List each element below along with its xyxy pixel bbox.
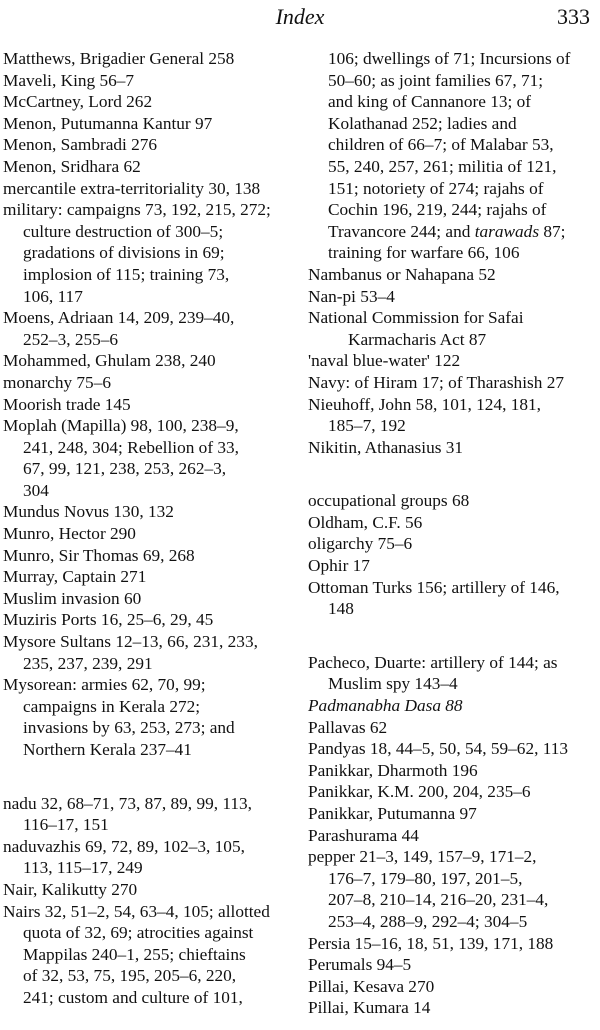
index-entry: Moens, Adriaan 14, 209, 239–40, [3, 308, 235, 328]
running-header-title: Index [275, 4, 325, 29]
index-entry-continuation: 185–7, 192 [328, 416, 406, 436]
index-entry-continuation: Karmacharis Act 87 [348, 329, 487, 349]
index-entry: McCartney, Lord 262 [3, 92, 153, 112]
index-entry: Pallavas 62 [308, 717, 388, 737]
index-entry: 'naval blue-water' 122 [308, 351, 461, 371]
index-entry: Munro, Sir Thomas 69, 268 [3, 545, 195, 565]
index-entry-continuation: 113, 115–17, 249 [23, 858, 143, 878]
index-entry-continuation: of 32, 53, 75, 195, 205–6, 220, [23, 966, 237, 986]
index-entry: Nair, Kalikutty 270 [3, 879, 138, 899]
index-entry: military: campaigns 73, 192, 215, 272; [3, 200, 271, 220]
index-entry: Panikkar, Dharmoth 196 [308, 760, 478, 780]
index-entry: Ophir 17 [308, 556, 370, 576]
index-entry-continuation: culture destruction of 300–5; [23, 221, 224, 241]
index-entry: National Commission for Safai [308, 308, 524, 328]
index-entry-continuation: 252–3, 255–6 [23, 329, 119, 349]
index-entry: Pillai, Kumara 14 [308, 998, 431, 1018]
index-entry: Ottoman Turks 156; artillery of 146, [308, 577, 560, 597]
index-entry: Menon, Putumanna Kantur 97 [3, 113, 213, 133]
index-entry: Pillai, Kesava 270 [308, 976, 435, 996]
index-entry: Mysore Sultans 12–13, 66, 231, 233, [3, 632, 258, 652]
index-entry-continuation: invasions by 63, 253, 273; and [23, 718, 235, 738]
index-entry: Nikitin, Athanasius 31 [308, 437, 464, 457]
index-entry-continuation: Travancore 244; and tarawads 87; [328, 221, 566, 241]
index-entry: Padmanabha Dasa 88 [308, 696, 463, 716]
index-section-gap [308, 458, 600, 490]
index-entry-continuation: Cochin 196, 219, 244; rajahs of [328, 200, 547, 220]
index-entry: nadu 32, 68–71, 73, 87, 89, 99, 113, [3, 793, 252, 813]
index-entry-continuation: 241, 248, 304; Rebellion of 33, [23, 437, 239, 457]
index-entry: Moorish trade 145 [3, 394, 131, 414]
index-entry: oligarchy 75–6 [308, 534, 413, 554]
index-entry: Oldham, C.F. 56 [308, 512, 423, 532]
index-entry: Maveli, King 56–7 [3, 70, 135, 90]
index-entry-continuation: 106; dwellings of 71; Incursions of [328, 49, 571, 68]
index-section-gap [3, 761, 303, 793]
index-entry-continuation: children of 66–7; of Malabar 53, [328, 135, 554, 155]
index-entry-continuation: Mappilas 240–1, 255; chieftains [23, 944, 246, 964]
index-entry: Menon, Sambradi 276 [3, 135, 158, 155]
index-entry-continuation: Northern Kerala 237–41 [23, 740, 192, 759]
index-entry-continuation: 67, 99, 121, 238, 253, 262–3, [23, 459, 227, 479]
index-entry: Mysorean: armies 62, 70, 99; [3, 675, 206, 695]
index-entry-continuation: Muslim spy 143–4 [328, 674, 458, 694]
index-entry-continuation: 116–17, 151 [23, 815, 109, 835]
index-column-left [3, 48, 303, 1009]
index-entry: Panikkar, K.M. 200, 204, 235–6 [308, 782, 531, 802]
index-entry-continuation: 304 [23, 480, 49, 500]
index-entry: Mundus Novus 130, 132 [3, 502, 174, 522]
index-entry: Panikkar, Putumanna 97 [308, 804, 477, 823]
index-entry: Nairs 32, 51–2, 54, 63–4, 105; allotted [3, 901, 270, 921]
index-entry: Nieuhoff, John 58, 101, 124, 181, [308, 394, 541, 414]
index-entry: naduvazhis 69, 72, 89, 102–3, 105, [3, 836, 245, 856]
index-column-right [308, 48, 600, 1019]
index-entry: Matthews, Brigadier General 258 [3, 49, 235, 68]
index-entry-continuation: 106, 117 [23, 286, 83, 306]
index-entry: Muslim invasion 60 [3, 588, 142, 608]
index-entry: Munro, Hector 290 [3, 524, 136, 544]
index-entry-continuation: training for warfare 66, 106 [328, 243, 520, 263]
index-entry: Navy: of Hiram 17; of Tharashish 27 [308, 372, 564, 392]
index-entry-continuation: quota of 32, 69; atrocities against [23, 923, 254, 943]
index-entry: Perumals 94–5 [308, 955, 412, 975]
index-entry-continuation: 151; notoriety of 274; rajahs of [328, 178, 544, 198]
index-entry: Persia 15–16, 18, 51, 139, 171, 188 [308, 933, 554, 953]
index-entry-continuation: Kolathanad 252; ladies and [328, 113, 517, 133]
index-entry: occupational groups 68 [308, 491, 470, 511]
index-entry: Parashurama 44 [308, 825, 419, 845]
index-entry: Nambanus or Nahapana 52 [308, 264, 496, 284]
page-number: 333 [557, 4, 590, 29]
index-entry-continuation: campaigns in Kerala 272; [23, 696, 201, 716]
index-entry: Nan-pi 53–4 [308, 286, 395, 306]
index-entry-continuation: 55, 240, 257, 261; militia of 121, [328, 156, 557, 176]
index-entry-continuation: 235, 237, 239, 291 [23, 653, 153, 673]
index-entry-continuation: 207–8, 210–14, 216–20, 231–4, [328, 890, 549, 910]
index-entry-continuation: 241; custom and culture of 101, [23, 987, 243, 1007]
index-entry: Pacheco, Duarte: artillery of 144; as [308, 652, 558, 672]
index-entry: Moplah (Mapilla) 98, 100, 238–9, [3, 416, 239, 436]
index-entry: Mohammed, Ghulam 238, 240 [3, 351, 216, 371]
index-entry-continuation: implosion of 115; training 73, [23, 264, 230, 284]
index-entry: Menon, Sridhara 62 [3, 156, 141, 176]
index-entry-continuation: and king of Cannanore 13; of [328, 92, 532, 112]
index-entry-continuation: 50–60; as joint families 67, 71; [328, 70, 544, 90]
index-entry: pepper 21–3, 149, 157–9, 171–2, [308, 847, 537, 867]
index-entry-continuation: gradations of divisions in 69; [23, 243, 225, 263]
index-entry: monarchy 75–6 [3, 372, 111, 392]
index-section-gap [308, 620, 600, 652]
index-entry-continuation: 148 [328, 599, 354, 619]
index-entry: Pandyas 18, 44–5, 50, 54, 59–62, 113 [308, 739, 569, 759]
index-entry-continuation: 253–4, 288–9, 292–4; 304–5 [328, 911, 528, 931]
index-entry-continuation: 176–7, 179–80, 197, 201–5, [328, 868, 523, 888]
index-entry: mercantile extra-territoriality 30, 138 [3, 178, 261, 198]
index-entry: Muziris Ports 16, 25–6, 29, 45 [3, 610, 214, 630]
index-entry: Murray, Captain 271 [3, 567, 147, 587]
